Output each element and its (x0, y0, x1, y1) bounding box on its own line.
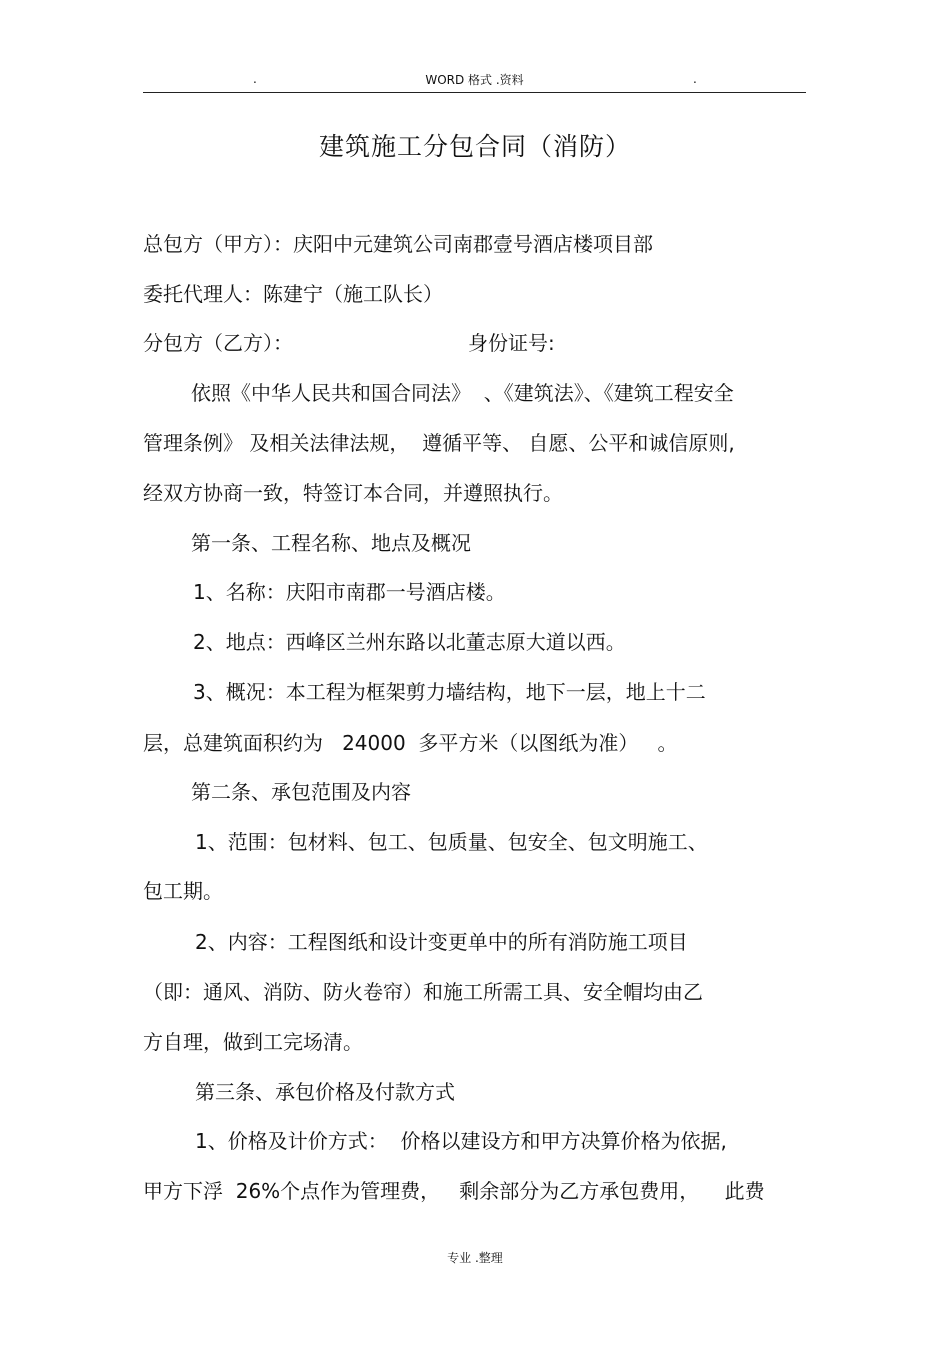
article-heading: 第一条、工程名称、地点及概况 (191, 531, 471, 555)
paragraph-line: 2、内容：工程图纸和设计变更单中的所有消防施工项目 (195, 930, 688, 954)
header-right-mark: . (693, 72, 697, 86)
header-text: WORD 格式 .资料 (425, 73, 524, 87)
agent-line: 委托代理人：陈建宁（施工队长） (143, 282, 443, 306)
paragraph-line: 层，总建筑面积约为 24000 多平方米（以图纸为准） 。 (143, 731, 678, 755)
article-heading: 第二条、承包范围及内容 (191, 780, 411, 804)
party-b-line: 分包方（乙方）： (143, 331, 293, 355)
paragraph-line: 经双方协商一致，特签订本合同，并遵照执行。 (143, 481, 563, 505)
document-title: 建筑施工分包合同（消防） (318, 132, 631, 161)
party-a-line: 总包方（甲方）：庆阳中元建筑公司南郡壹号酒店楼项目部 (143, 232, 653, 256)
paragraph-line: 1、价格及计价方式： 价格以建设方和甲方决算价格为依据, (195, 1129, 727, 1153)
paragraph-line: 2、地点：西峰区兰州东路以北董志原大道以西。 (193, 630, 626, 654)
article-heading: 第三条、承包价格及付款方式 (195, 1080, 455, 1104)
paragraph-line: 3、概况：本工程为框架剪力墙结构，地下一层，地上十二 (193, 680, 706, 704)
paragraph-line: 1、名称：庆阳市南郡一号酒店楼。 (193, 580, 506, 604)
page-footer: 专业 .整理 (447, 1251, 503, 1265)
header-left-mark: . (253, 72, 257, 86)
paragraph-line: 管理条例》 及相关法律法规， 遵循平等、 自愿、公平和诚信原则, (143, 431, 735, 455)
id-number-label: 身份证号: (468, 331, 555, 355)
paragraph-line: 甲方下浮 26%个点作为管理费， 剩余部分为乙方承包费用， 此费 (143, 1179, 765, 1203)
paragraph-line: 方自理，做到工完场清。 (143, 1030, 363, 1054)
page-header (143, 66, 806, 93)
paragraph-line: 依照《中华人民共和国合同法》 、《建筑法》、《建筑工程安全 (191, 381, 734, 405)
paragraph-line: 1、范围：包材料、包工、包质量、包安全、包文明施工、 (195, 830, 708, 854)
paragraph-line: 包工期。 (143, 879, 223, 903)
paragraph-line: （即：通风、消防、防火卷帘）和施工所需工具、安全帽均由乙 (143, 980, 703, 1004)
